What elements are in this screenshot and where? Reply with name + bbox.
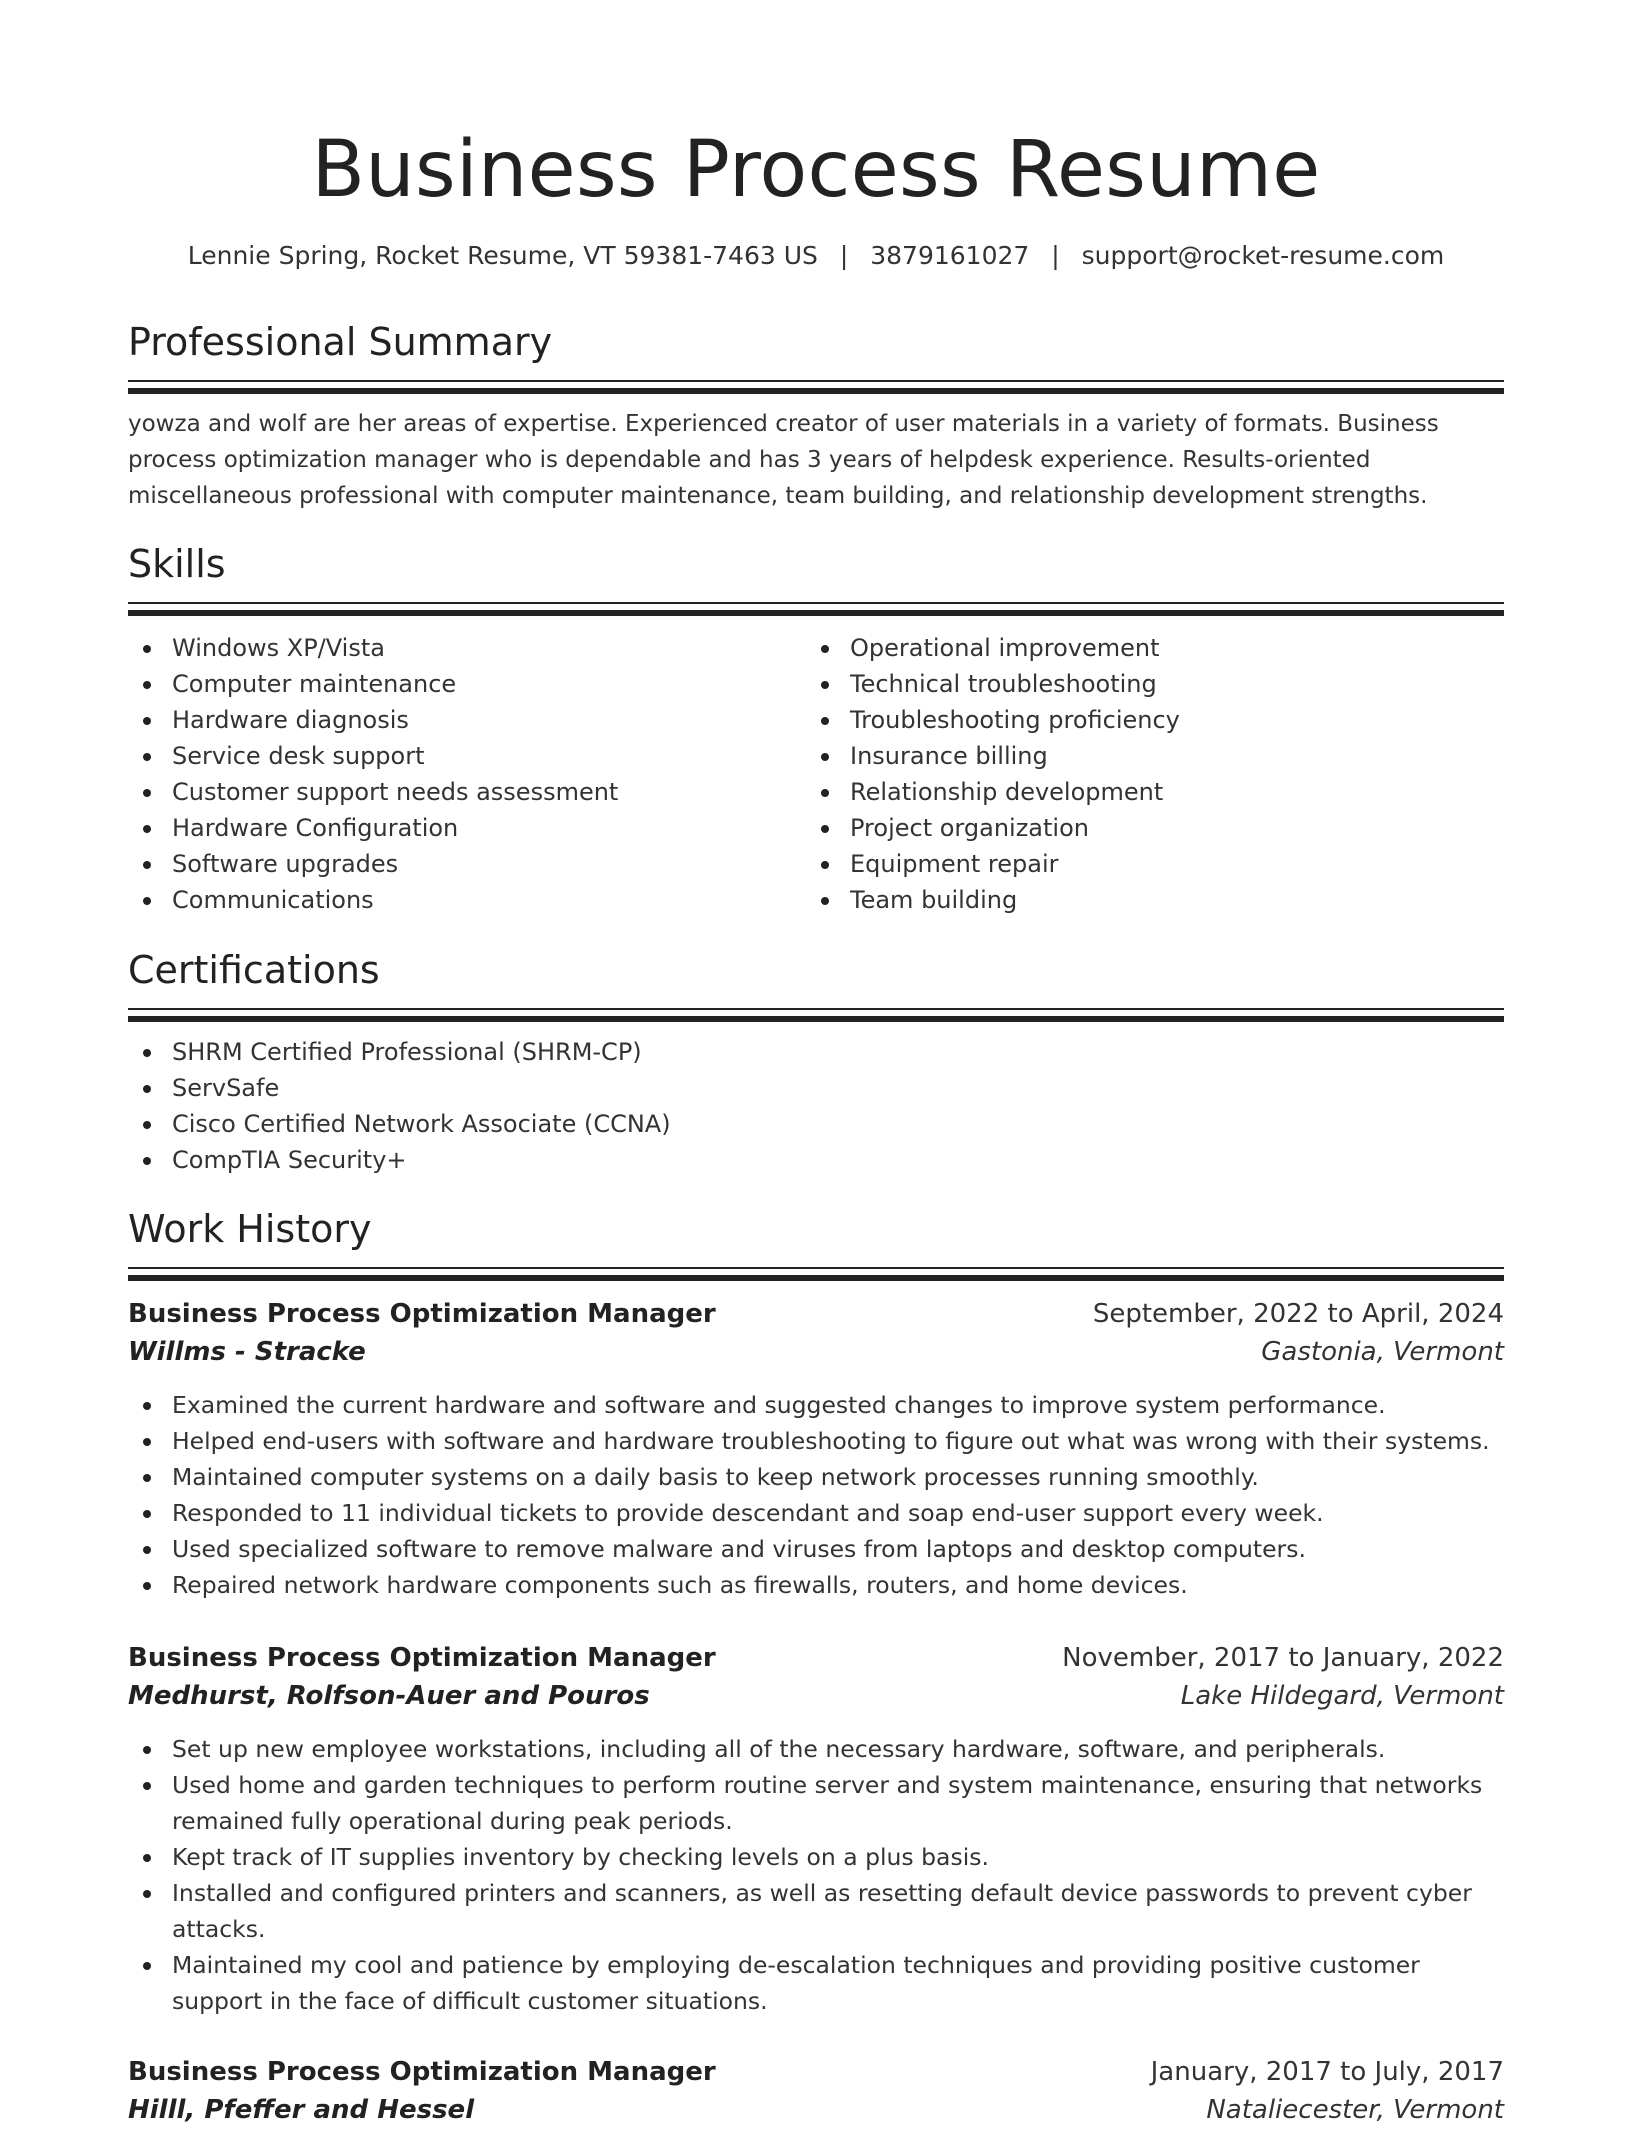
work-heading: Work History <box>128 1207 372 1251</box>
job-bullets <box>128 1387 1504 1603</box>
job-bullet: Installed and configured printers and scanners, as well as resetting default device passwords to prevent cyber attacks. <box>128 1875 1504 1947</box>
job-title-row <box>128 2053 1504 2091</box>
certification-item: Cisco Certified Network Associate (CCNA) <box>128 1106 1504 1142</box>
certifications-section-header <box>128 944 1504 1022</box>
job-bullets <box>128 1731 1504 2019</box>
job-title-row <box>128 1295 1504 1333</box>
section-divider <box>128 380 1504 382</box>
skill-item: Service desk support <box>128 738 788 774</box>
section-divider <box>128 1016 1504 1022</box>
skill-item: Equipment repair <box>806 846 1466 882</box>
job-location: Lake Hildegard, Vermont <box>1180 1681 1504 1711</box>
skill-item: Windows XP/Vista <box>128 630 788 666</box>
skills-list-right <box>806 630 1466 918</box>
skill-item: Software upgrades <box>128 846 788 882</box>
certifications-list <box>128 1034 1504 1178</box>
section-divider <box>128 1267 1504 1269</box>
work-section-header <box>128 1203 1504 1281</box>
job-bullet: Maintained my cool and patience by employing de-escalation techniques and providing positive customer support in the face of difficult customer situations. <box>128 1947 1504 2019</box>
job-company: Hilll, Pfeffer and Hessel <box>128 2095 475 2125</box>
job-title: Business Process Optimization Manager <box>128 1643 716 1673</box>
job-bullet: Helped end-users with software and hardware troubleshooting to figure out what was wrong with their systems. <box>128 1423 1504 1459</box>
certification-item: ServSafe <box>128 1070 1504 1106</box>
job-dates: September, 2022 to April, 2024 <box>1092 1299 1504 1329</box>
job-title-row <box>128 1639 1504 1677</box>
skills-heading: Skills <box>128 542 226 586</box>
job-entry <box>128 1639 1504 2019</box>
job-dates: November, 2017 to January, 2022 <box>1062 1643 1504 1673</box>
skills-section-header <box>128 538 1504 616</box>
job-company: Medhurst, Rolfson-Auer and Pouros <box>128 1681 650 1711</box>
section-divider <box>128 602 1504 604</box>
skill-item: Customer support needs assessment <box>128 774 788 810</box>
section-divider <box>128 1275 1504 1281</box>
skill-item: Technical troubleshooting <box>806 666 1466 702</box>
section-divider <box>128 1008 1504 1010</box>
skill-item: Project organization <box>806 810 1466 846</box>
job-entry <box>128 2053 1504 2129</box>
job-bullet: Repaired network hardware components such as firewalls, routers, and home devices. <box>128 1567 1504 1603</box>
job-bullet: Used home and garden techniques to perform routine server and system maintenance, ensuring that networks remained fully operational during peak periods. <box>128 1767 1504 1839</box>
contact-line <box>128 238 1504 274</box>
skills-list-left <box>128 630 788 918</box>
job-company-row <box>128 2091 1504 2129</box>
skill-item: Hardware diagnosis <box>128 702 788 738</box>
skill-item: Communications <box>128 882 788 918</box>
job-bullet: Examined the current hardware and software and suggested changes to improve system performance. <box>128 1387 1504 1423</box>
contact-address: Lennie Spring, Rocket Resume, VT 59381-7463 US <box>187 241 818 270</box>
summary-section-header <box>128 316 1504 394</box>
skill-item: Relationship development <box>806 774 1466 810</box>
job-entry <box>128 1295 1504 1603</box>
job-bullet: Responded to 11 individual tickets to provide descendant and soap end-user support every week. <box>128 1495 1504 1531</box>
job-bullet: Used specialized software to remove malware and viruses from laptops and desktop computers. <box>128 1531 1504 1567</box>
section-divider <box>128 388 1504 394</box>
skill-item: Troubleshooting proficiency <box>806 702 1466 738</box>
job-company-row <box>128 1333 1504 1371</box>
job-location: Gastonia, Vermont <box>1261 1337 1504 1367</box>
job-title: Business Process Optimization Manager <box>128 1299 716 1329</box>
job-location: Nataliecester, Vermont <box>1206 2095 1504 2125</box>
contact-separator: | <box>1051 241 1060 270</box>
contact-phone: 3879161027 <box>870 241 1030 270</box>
certification-item: SHRM Certified Professional (SHRM-CP) <box>128 1034 1504 1070</box>
job-bullet: Set up new employee workstations, including all of the necessary hardware, software, and peripherals. <box>128 1731 1504 1767</box>
summary-text: yowza and wolf are her areas of expertise. Experienced creator of user materials in a variety of formats. Business process optimization manager who is dependable and has 3 years of helpdesk experience. Results-oriented miscellaneous professional with computer maintenance, team building, and relationship development strengths. <box>128 411 1439 509</box>
contact-separator: | <box>839 241 849 270</box>
certification-item: CompTIA Security+ <box>128 1142 1504 1178</box>
contact-email: support@rocket-resume.com <box>1081 241 1445 270</box>
skill-item: Team building <box>806 882 1466 918</box>
job-title: Business Process Optimization Manager <box>128 2057 716 2087</box>
certifications-heading: Certifications <box>128 948 380 992</box>
summary-heading: Professional Summary <box>128 320 553 364</box>
job-company: Willms - Stracke <box>128 1337 366 1367</box>
skill-item: Operational improvement <box>806 630 1466 666</box>
skill-item: Computer maintenance <box>128 666 788 702</box>
section-divider <box>128 610 1504 616</box>
job-company-row <box>128 1677 1504 1715</box>
job-bullet: Maintained computer systems on a daily basis to keep network processes running smoothly. <box>128 1459 1504 1495</box>
resume-title: Business Process Resume <box>311 125 1321 215</box>
job-dates: January, 2017 to July, 2017 <box>1150 2057 1504 2087</box>
skill-item: Hardware Configuration <box>128 810 788 846</box>
job-bullet: Kept track of IT supplies inventory by checking levels on a plus basis. <box>128 1839 1504 1875</box>
skill-item: Insurance billing <box>806 738 1466 774</box>
